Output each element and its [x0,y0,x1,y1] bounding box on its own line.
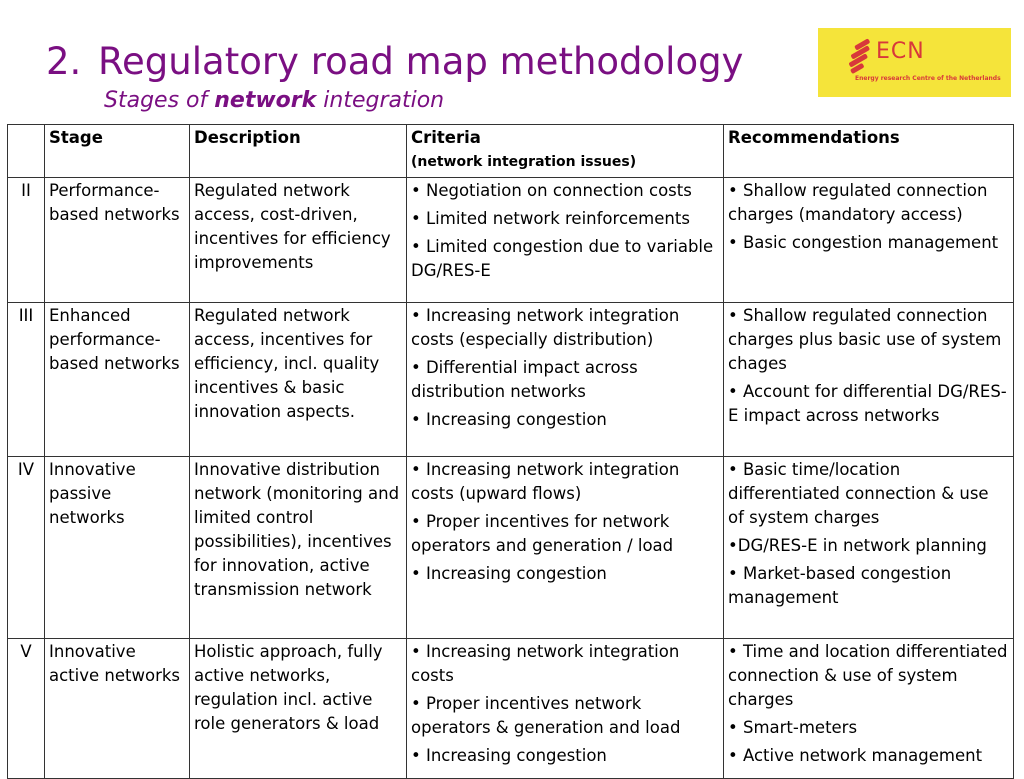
criteria-item: • Negotiation on connection costs [411,181,692,200]
criteria-item: • Proper incentives for network operators and generation / load [411,512,674,555]
criteria-item: • Limited congestion due to variable DG/RES-E [411,237,714,280]
row-criteria [407,303,724,457]
logo-tagline: Energy research Centre of the Netherlands [855,75,1001,82]
row-criteria [407,457,724,639]
header-criteria-sub: (network integration issues) [411,154,637,170]
row-number: III [8,303,45,457]
row-recommendations [724,303,1014,457]
criteria-item: • Limited network reinforcements [411,209,690,228]
logo-brand: ECN [876,39,925,64]
row-description: Innovative distribution network (monitoring and limited control possibilities), incentives for innovation, active transmission network [190,457,407,639]
row-recommendations [724,457,1014,639]
header-recommendations: Recommendations [724,125,1014,178]
subtitle-bold: network [214,88,317,113]
row-description: Holistic approach, fully active networks, regulation incl. active role generators & load [190,639,407,779]
recommendation-item: •DG/RES-E in network planning [728,536,987,555]
row-criteria [407,639,724,779]
criteria-item: • Increasing network integration costs (especially distribution) [411,306,680,349]
recommendation-item: • Smart-meters [728,718,858,737]
criteria-item: • Differential impact across distribution networks [411,358,638,401]
row-stage: Innovative passive networks [45,457,190,639]
row-stage: Performance-based networks [45,178,190,303]
table-row [8,303,1014,457]
recommendation-item: • Basic congestion management [728,233,999,252]
row-description: Regulated network access, incentives for efficiency, incl. quality incentives & basic innovation aspects. [190,303,407,457]
row-number: II [8,178,45,303]
criteria-item: • Increasing congestion [411,746,607,765]
row-number: V [8,639,45,779]
subtitle-pre: Stages of [104,88,215,113]
recommendation-item: • Shallow regulated connection charges (mandatory access) [728,181,988,224]
recommendation-item: • Time and location differentiated connection & use of system charges [728,642,1008,709]
table-header-row [8,125,1014,178]
header-criteria [407,125,724,178]
slide-title [46,40,743,83]
table-row [8,639,1014,779]
criteria-item: • Increasing congestion [411,410,607,429]
row-recommendations [724,639,1014,779]
recommendation-item: • Shallow regulated connection charges plus basic use of system chages [728,306,1002,373]
row-stage: Innovative active networks [45,639,190,779]
slide-subtitle [104,88,444,113]
row-number: IV [8,457,45,639]
section-number: 2. [46,40,82,83]
criteria-item: • Proper incentives network operators & generation and load [411,694,681,737]
recommendation-item: • Basic time/location differentiated connection & use of system charges [728,460,989,527]
header-blank [8,125,45,178]
title-text: Regulatory road map methodology [98,40,744,83]
row-recommendations [724,178,1014,303]
recommendation-item: • Market-based congestion management [728,564,952,607]
header-stage: Stage [45,125,190,178]
stages-table [7,124,1014,779]
row-description: Regulated network access, cost-driven, incentives for efficiency improvements [190,178,407,303]
ecn-logo-icon [818,28,878,78]
criteria-item: • Increasing network integration costs [411,642,680,685]
subtitle-post: integration [316,88,445,113]
ecn-logo [818,28,1011,97]
table-row [8,457,1014,639]
recommendation-item: • Active network management [728,746,983,765]
criteria-item: • Increasing network integration costs (upward flows) [411,460,680,503]
recommendation-item: • Account for differential DG/RES-E impact across networks [728,382,1007,425]
row-stage: Enhanced performance-based networks [45,303,190,457]
table-row [8,178,1014,303]
criteria-item: • Increasing congestion [411,564,607,583]
header-description: Description [190,125,407,178]
row-criteria [407,178,724,303]
header-criteria-label: Criteria [411,128,481,147]
